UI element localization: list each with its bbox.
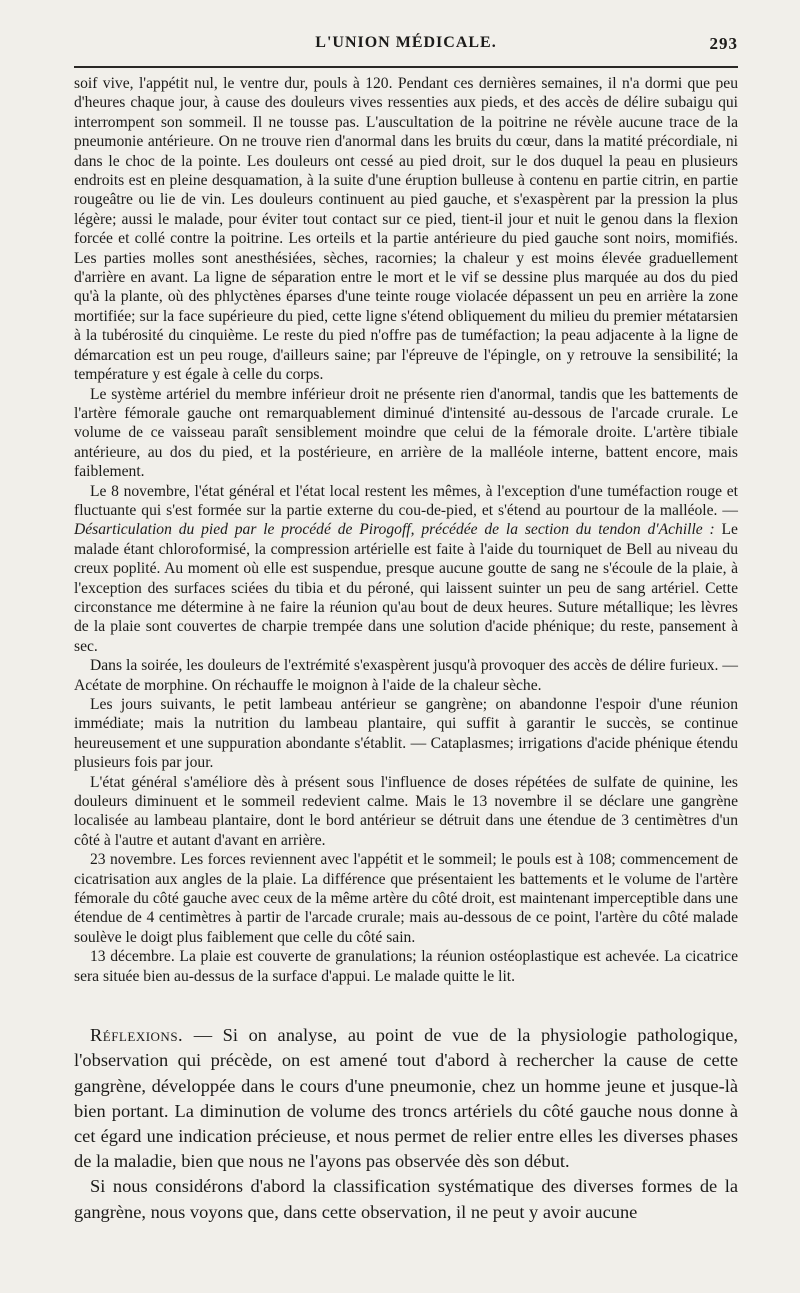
case-paragraph xyxy=(74,482,738,657)
case-text: Le 8 novembre, l'état général et l'état local restent les mêmes, à l'exception d'une tuméfaction rouge et fluctuante qui s'est formée sur la partie externe du cou-de-pied, et s'étend au pourtour de la malléole. — xyxy=(74,482,738,519)
procedure-title: Désarticulation du pied par le procédé de Pirogoff, précédée de la section du tendon d'Achille : xyxy=(74,521,715,539)
case-paragraph: Le système artériel du membre inférieur droit ne présente rien d'anormal, tandis que les battements de l'artère fémorale gauche ont remarquablement diminué d'intensité au-dessous de l'arcade crurale. Le volume de ce vaisseau paraît sensiblement moindre que celui de la fémorale droite. L'artère tibiale antérieure, au dos du pied, et la postérieure, en arrière de la malléole interne, battent encore, mais faiblement. xyxy=(74,385,738,481)
case-paragraph: soif vive, l'appétit nul, le ventre dur, pouls à 120. Pendant ces dernières semaines, il n'a dormi que peu d'heures chaque jour, à cause des douleurs vives ressenties aux pieds, et des accès de délire subaigu qui interrompent son sommeil. Il ne tousse pas. L'auscultation de la poitrine ne révèle aucune trace de la pneumonie antérieure. On ne trouve rien d'anormal dans les bruits du cœur, dans la matité précordiale, ni dans le choc de la pointe. Les douleurs ont cessé au pied droit, sur le dos duquel la peau en plusieurs endroits est en pleine desquamation, à la suite d'une éruption bulleuse à contenu en partie citrin, en partie rougeâtre ou lie de vin. Les douleurs continuent au pied gauche, et s'exaspèrent par la pression la plus légère; aussi le malade, pour éviter tout contact sur ce pied, tient-il jour et nuit le genou dans la flexion forcée et collé contre la poitrine. Les orteils et la partie antérieure du pied gauche sont noirs, momifiés. Les parties molles sont anesthésiées, sèches, racornies; la chaleur y est moins élevée graduellement d'arrière en avant. La ligne de séparation entre le mort et le vif se dessine plus marquée au dos du pied qu'à la plante, où des phlyctènes éparses d'une teinte rouge violacée dépassent un peu en arrière la zone mortifiée; sur la face supérieure du pied, cette ligne s'étend obliquement du milieu du premier métatarsien à la tubérosité du cinquième. Le reste du pied n'offre pas de tuméfaction; la peau adjacente à la ligne de démarcation est un peu rouge, d'ailleurs saine; par l'épreuve de l'épingle, on y retrouve la sensibilité; la température y est égale à celle du corps. xyxy=(74,75,738,384)
case-paragraph: 13 décembre. La plaie est couverte de granulations; la réunion ostéoplastique est achevée. La cicatrice sera située bien au-dessus de la surface d'appui. Le malade quitte le lit. xyxy=(74,948,738,985)
case-paragraph: L'état général s'améliore dès à présent sous l'influence de doses répétées de sulfate de quinine, les douleurs diminuent et le sommeil redevient calme. Mais le 13 novembre il se déclare une gangrène localisée au lambeau plantaire, dont le bord antérieur se détruit dans une étendue de 3 centimètres d'un côté à l'autre et autant d'avant en arrière. xyxy=(74,773,738,849)
case-observation xyxy=(74,74,738,986)
section-gap xyxy=(74,986,738,1023)
case-text: Le malade étant chloroformisé, la compression artérielle est faite à l'aide du tourniquet de Bell au niveau du creux poplité. Au moment où elle est suspendue, presque aucune goutte de sang ne s'écoule de la plaie, à l'exception des surfaces sciées du tibia et du péroné, qui laissent suinter un peu de sang artériel. Cette circonstance me détermine à ne faire la réunion qu'au bout de deux heures. Suture métallique; les lèvres de la plaie sont couvertes de charpie trempée dans une solution d'acide phénique; du reste, pansement à sec. xyxy=(74,521,738,655)
reflexions-paragraph xyxy=(74,1023,738,1174)
case-paragraph: Les jours suivants, le petit lambeau antérieur se gangrène; on abandonne l'espoir d'une réunion immédiate; mais la nutrition du lambeau plantaire, qui suffit à garantir le succès, se continue heureusement et une suppuration abondante s'établit. — Cataplasmes; irrigations d'acide phénique étendu plusieurs fois par jour. xyxy=(74,696,738,772)
running-head xyxy=(74,34,738,62)
reflexions-paragraph: Si nous considérons d'abord la classification systématique des diverses formes de la gangrène, nous voyons que, dans cette observation, il ne peut y avoir aucune xyxy=(74,1176,738,1222)
case-paragraph: Dans la soirée, les douleurs de l'extrémité s'exaspèrent jusqu'à provoquer des accès de délire furieux. — Acétate de morphine. On réchauffe le moignon à l'aide de la chaleur sèche. xyxy=(74,657,738,694)
page-number: 293 xyxy=(709,34,738,53)
case-paragraph: 23 novembre. Les forces reviennent avec l'appétit et le sommeil; le pouls est à 108; commencement de cicatrisation aux angles de la plaie. La différence que présentaient les battements et le volume de l'artère fémorale du côté gauche avec ceux de la même artère du côté droit, est maintenant imperceptible dans une étendue de 4 centimètres à partir de l'arcade crurale; mais au-dessous de ce point, l'artère du côté malade soulève le doigt plus faiblement que celle du côté sain. xyxy=(74,851,738,946)
reflexions-heading: Réflexions. xyxy=(90,1025,184,1046)
journal-title: L'UNION MÉDICALE. xyxy=(315,34,497,51)
header-rule xyxy=(74,66,738,68)
reflexions-text: — Si on analyse, au point de vue de la physiologie pathologique, l'observation qui précède, on est amené tout d'abord à rechercher la cause de cette gangrène, développée dans le cours d'une pneumonie, chez un homme jeune et jusque-là bien portant. La diminution de volume des troncs artériels du côté gauche nous donne à cet égard une indication précieuse, et nous permet de relier entre elles les diverses phases de la maladie, bien que nous ne l'ayons pas observée dès son début. xyxy=(74,1025,738,1172)
reflexions-section xyxy=(74,1023,738,1225)
